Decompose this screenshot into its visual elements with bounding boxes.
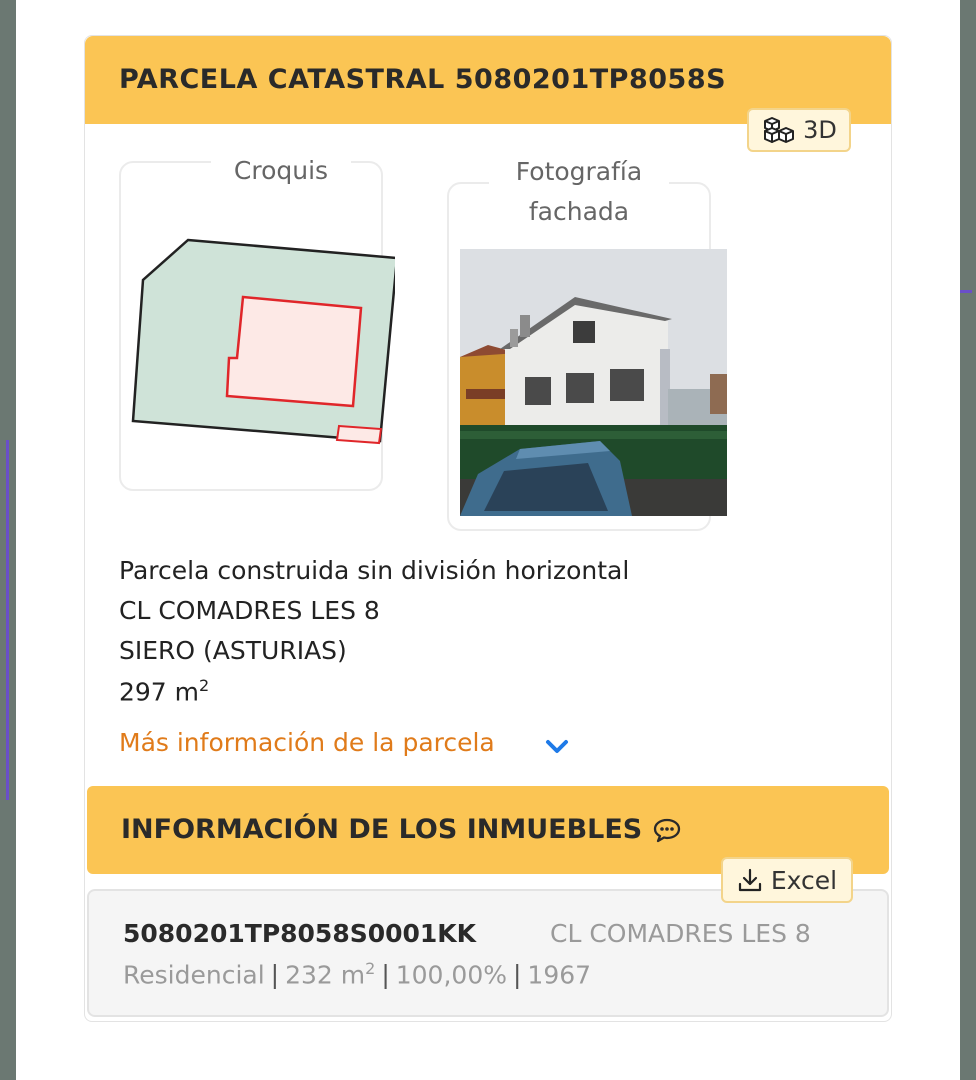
inmueble-ref[interactable]: 5080201TP8058S0001KK: [123, 919, 477, 948]
parcel-municipality: SIERO (ASTURIAS): [119, 636, 347, 665]
download-icon: [737, 867, 763, 893]
facade-photo-label-line1: Fotografía: [515, 157, 643, 186]
parcel-title: PARCELA CATASTRAL 5080201TP8058S: [119, 64, 727, 95]
excel-label: Excel: [770, 865, 838, 895]
view-3d-label: 3D: [803, 116, 837, 144]
separator: |: [270, 960, 280, 990]
excel-download-button[interactable]: [721, 857, 853, 903]
croquis-label: Croquis: [211, 151, 351, 191]
facade-photo-label-line2: fachada: [528, 197, 630, 226]
map-boundary-line: [6, 440, 9, 800]
view-3d-button[interactable]: [747, 108, 851, 152]
parcel-card: [84, 35, 892, 1022]
facade-photo-label: [489, 152, 669, 232]
inmueble-area: 232 m: [285, 960, 366, 990]
inmuebles-title-text: INFORMACIÓN DE LOS INMUEBLES: [121, 814, 643, 845]
separator: |: [381, 960, 390, 990]
facade-photo[interactable]: [460, 249, 727, 516]
parcel-area-value: 297 m: [119, 677, 200, 707]
info-sheet: [16, 0, 960, 1080]
annex-outline: [337, 426, 381, 443]
parcel-area: [119, 676, 209, 706]
parcel-type: Parcela construida sin división horizontal: [119, 556, 630, 585]
parcel-area-unit: 2: [199, 676, 210, 695]
cubes-icon: [761, 116, 795, 144]
inmueble-row[interactable]: [87, 889, 889, 1017]
inmuebles-title: [121, 814, 682, 845]
inmueble-details: [123, 959, 591, 989]
map-boundary-line: [958, 290, 972, 293]
map-background-right: [960, 0, 976, 1080]
building-outline: [227, 297, 361, 406]
inmueble-year: 1967: [527, 960, 592, 990]
inmueble-address: CL COMADRES LES 8: [550, 919, 811, 948]
inmueble-share: 100,00%: [395, 960, 507, 990]
chevron-down-icon[interactable]: [543, 736, 571, 758]
inmueble-area-unit: 2: [365, 959, 376, 978]
comment-icon[interactable]: [652, 817, 682, 843]
inmueble-use: Residencial: [123, 960, 265, 990]
more-info-link[interactable]: Más información de la parcela: [119, 728, 495, 757]
parcel-address: CL COMADRES LES 8: [119, 596, 380, 625]
separator: |: [512, 960, 522, 990]
parcel-sketch[interactable]: [125, 236, 395, 451]
